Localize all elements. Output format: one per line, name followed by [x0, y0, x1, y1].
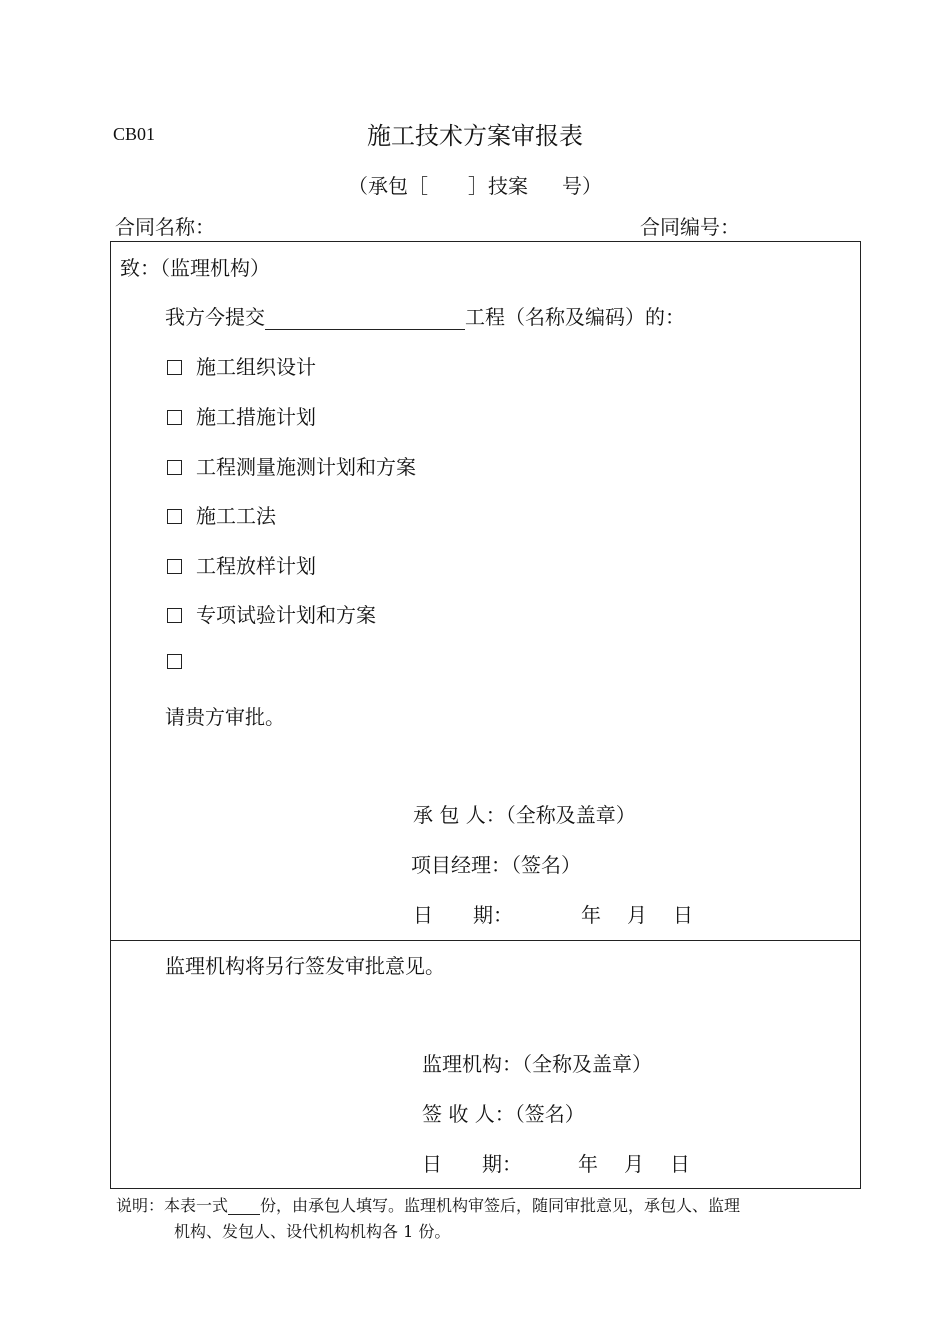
day-unit: 日 — [670, 1152, 690, 1176]
footnote-line2: 机构、发包人、设代机构机构各 1 份。 — [174, 1222, 451, 1241]
date-line — [422, 1148, 690, 1177]
contractor-signature-label: 承 包 人：（全称及盖章） — [413, 803, 636, 827]
submission-suffix: 工程（名称及编码）的： — [465, 305, 685, 329]
option-item — [167, 649, 196, 673]
checkbox[interactable] — [167, 360, 182, 375]
date-label: 日 期： — [413, 903, 513, 927]
option-label: 工程放样计划 — [196, 554, 316, 578]
footnote-line1 — [116, 1193, 740, 1216]
option-item — [167, 500, 276, 529]
checkbox[interactable] — [167, 654, 182, 669]
checkbox[interactable] — [167, 509, 182, 524]
option-label: 工程测量施测计划和方案 — [196, 455, 416, 479]
section-divider — [111, 940, 860, 941]
supervisor-notice: 监理机构将另行签发审批意见。 — [165, 954, 445, 978]
option-item — [167, 351, 316, 380]
subtitle-prefix: （承包［ — [348, 174, 428, 198]
form-subtitle — [0, 170, 950, 199]
checkbox[interactable] — [167, 460, 182, 475]
approval-request: 请贵方审批。 — [165, 705, 285, 729]
page-title: 施工技术方案审报表 — [367, 122, 583, 150]
checkbox[interactable] — [167, 608, 182, 623]
project-manager-label: 项目经理：（签名） — [411, 853, 581, 877]
form-table — [110, 241, 861, 1189]
subtitle-suffix: 号） — [562, 174, 602, 198]
option-item — [167, 401, 316, 430]
option-label: 施工措施计划 — [196, 405, 316, 429]
submission-prefix: 我方今提交 — [165, 305, 265, 329]
footnote-prefix: 说明：本表一式 — [116, 1196, 229, 1215]
checkbox[interactable] — [167, 559, 182, 574]
option-item — [167, 550, 316, 579]
option-item — [167, 451, 416, 480]
copies-field[interactable] — [228, 1198, 260, 1215]
month-unit: 月 — [627, 903, 647, 927]
month-unit: 月 — [624, 1152, 644, 1176]
option-label: 施工工法 — [196, 504, 276, 528]
form-code: CB01 — [113, 124, 156, 144]
day-unit: 日 — [673, 903, 693, 927]
supervisor-signature-label: 监理机构：（全称及盖章） — [422, 1052, 652, 1076]
subtitle-mid: ］技案 — [468, 174, 528, 198]
contract-no-label: 合同编号： — [640, 215, 740, 239]
year-unit: 年 — [578, 1152, 598, 1176]
checkbox[interactable] — [167, 410, 182, 425]
option-label: 施工组织设计 — [196, 355, 316, 379]
option-item — [167, 599, 376, 628]
option-label: 专项试验计划和方案 — [196, 603, 376, 627]
contract-name-label: 合同名称： — [115, 215, 215, 239]
date-label: 日 期： — [422, 1152, 522, 1176]
recipient-label: 致：（监理机构） — [120, 256, 270, 280]
date-line — [413, 899, 693, 928]
project-name-field[interactable] — [265, 307, 465, 330]
submission-line — [165, 301, 685, 330]
year-unit: 年 — [581, 903, 601, 927]
receiver-signature-label: 签 收 人：（签名） — [422, 1102, 585, 1126]
footnote-suffix: 份，由承包人填写。监理机构审签后，随同审批意见，承包人、监理 — [260, 1196, 741, 1215]
